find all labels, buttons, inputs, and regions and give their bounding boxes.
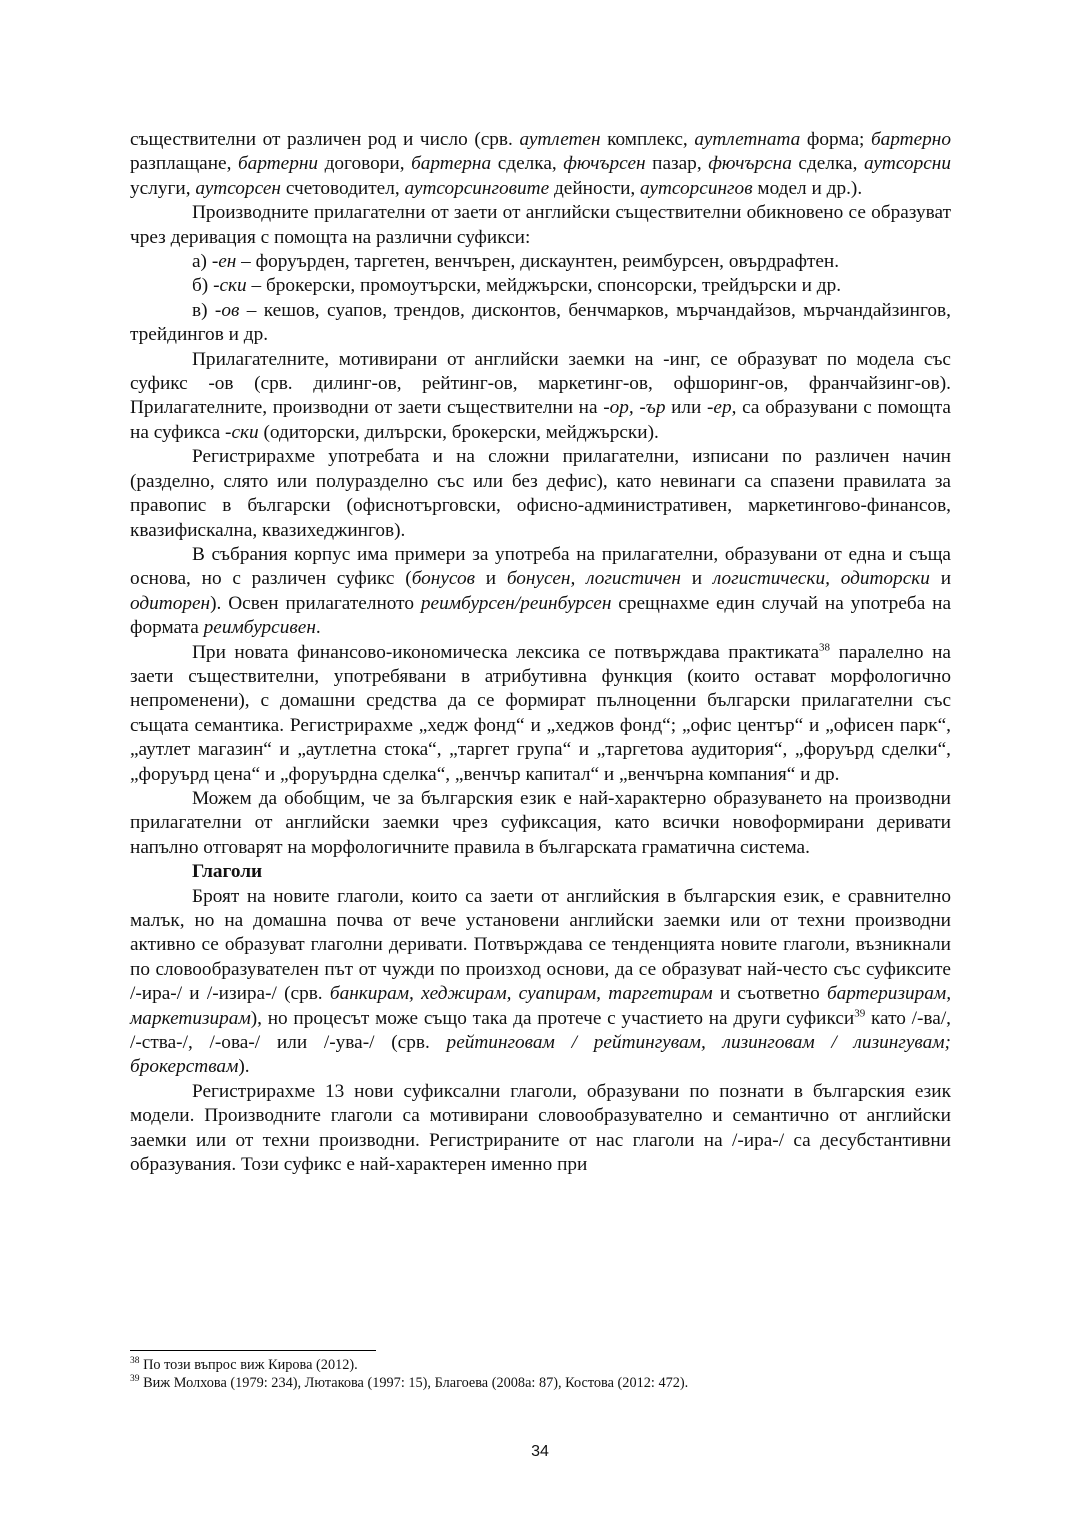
suffix-item-b — [130, 274, 951, 298]
footnote-number: 39 — [130, 1374, 140, 1385]
italic-term: бартерно — [870, 129, 951, 150]
italic-term: аутсорсни — [863, 153, 951, 175]
text-span: счетоводител, — [281, 177, 405, 199]
item-marker: б) — [192, 275, 214, 297]
text-span: комплекс, — [600, 129, 695, 150]
italic-term: -ер — [707, 397, 732, 419]
footnote-ref-38[interactable]: 38 — [819, 641, 831, 654]
text-span: сделка, — [491, 153, 564, 175]
suffix-item-c — [130, 299, 951, 348]
text-span: срещнахме един случай на употреба на формата — [130, 592, 951, 639]
text-span: и — [929, 568, 952, 590]
italic-term: бартерни — [237, 153, 319, 175]
item-marker: в) — [192, 299, 215, 321]
text-span: дейности, — [549, 177, 641, 199]
paragraph-7: Можем да обобщим, че за българския език е най-характерно образуването на производни прилагателни от английски заемки чрез суфиксация, като всички новоформирани деривати напълно отговарят на морфологичните правила в българската граматична система. — [130, 787, 951, 858]
text-span: ), но процесът може също така да протече с участието на други суфикси — [250, 1007, 855, 1029]
text-span: разплащане, — [130, 153, 238, 175]
italic-term: рейтинговам / рейтингувам, лизинговам / лизингувам; брокерствам — [130, 1032, 951, 1078]
paragraph-4: Регистрирахме употребата и на сложни прилагателни, изписани по различен начин (разделно, слято или полуразделно със или без дефис), като невинаги са спазени правилата за правопис в български (офиснотърговски, офисно-административен, маркетингово-финансов, квазифискална, квазихеджингов). — [130, 446, 951, 541]
italic-term: банкирам, хеджирам, суапирам — [329, 983, 597, 1005]
italic-suffix: -ен — [211, 251, 237, 273]
text-span: , са образувани с помощта на суфикса — [130, 397, 951, 443]
text-span: съществителни от различен род и число (срв. — [130, 129, 520, 150]
italic-term: аутсорсингов — [640, 177, 753, 199]
item-text: – форуърден, таргетен, венчърен, дискаунтен, реимбурсен, овърдрафтен. — [236, 251, 840, 273]
item-marker: а) — [192, 251, 212, 273]
text-span: модел и др.). — [752, 177, 863, 199]
item-text: – кешов, суапов, трендов, дисконтов, бенчмарков, мърчандайзов, мърчандайзингов, трейдингов и др. — [130, 299, 951, 346]
italic-term: бартеризирам, маркетизирам — [130, 983, 952, 1029]
section-heading-verbs: Глаголи — [192, 861, 263, 883]
text-span: форма; — [800, 129, 871, 150]
footnotes — [130, 1350, 951, 1392]
footnote-text: По този въпрос виж Кирова (2012). — [139, 1357, 358, 1373]
text-span: и — [474, 568, 507, 590]
text-span: и — [680, 568, 713, 590]
text-span: ). — [238, 1056, 250, 1078]
text-span: или — [665, 397, 708, 419]
suffix-item-a — [130, 250, 951, 274]
italic-term: бартерна — [411, 153, 492, 175]
paragraph-9: Регистрирахме 13 нови суфиксални глаголи, образувани по познати в българския език модели. Производните глаголи са мотивирани словообразувателно и семантично от английски заемки или от техни производни. Регистрираните от нас глаголи на /-ира-/ са десубстантивни образувания. Този суфикс е най-характерен именно при — [130, 1080, 951, 1176]
italic-term: таргетирам — [608, 983, 713, 1005]
text-span: При новата финансово-икономическа лексика се потвърждава практиката — [192, 641, 820, 663]
paragraph-6 — [130, 641, 951, 787]
text-span: пазар, — [645, 153, 709, 175]
paragraph-8 — [130, 885, 951, 1080]
footnote-38 — [130, 1356, 951, 1374]
text-span: Прилагателните, мотивирани от английски заемки на -инг, се образуват по модела със суфикс -ов (срв. дилинг-ов, рейтинг-ов, маркетинг-ов, офшоринг-ов, франчайзинг-ов). Прилагателните, производни от заети съществителни на — [130, 348, 951, 419]
italic-term: логистически, одиторски — [712, 568, 930, 590]
italic-term: фючърсен — [563, 153, 646, 175]
text-span: Броят на новите глаголи, които са заети от английския в българския език, е сравнително малък, но на домашна почва от вече установени английски заемки или от техни производни активно се образуват глаголни деривати. Потвърждава се тенденцията новите глаголи, възникнали по словообразувателен път от чужди по произход основи, да се образуват най-често със суфиксите /-ира-/ и /-изира-/ (срв. — [130, 885, 951, 1005]
paragraph-5 — [130, 543, 951, 641]
italic-term: -ски — [225, 421, 259, 443]
text-span: паралелно на заети съществителни, употребявани в атрибутивна функция (които остават морфологично непроменени), с домашни средства да се формират пълноценни български прилагателни със същата семантика. Регистрирахме „хедж фонд“ и „хеджов фонд“; „офис център“ и „офисен парк“, „аутлет магазин“ и „аутлетна стока“, „таргет група“ и „таргетова аудитория“, „форуърд сделки“, „форуърд цена“ и „форуърдна сделка“, „венчър капитал“ и „венчърна компания“ и др. — [130, 641, 951, 785]
paragraph-3 — [130, 348, 951, 446]
footnote-number: 38 — [130, 1356, 140, 1367]
italic-term: фючърсна — [708, 153, 792, 175]
text-span: (одиторски, дилърски, брокерски, мейджърски). — [258, 421, 659, 443]
item-text: – брокерски, промоутърски, мейджърски, спонсорски, трейдърски и др. — [246, 275, 842, 297]
italic-suffix: -ски — [213, 275, 247, 297]
italic-term: бонусов — [411, 568, 475, 590]
italic-term: реимбурсен/реинбурсен — [420, 592, 612, 614]
text-span: услуги, — [130, 177, 196, 199]
text-span: , — [596, 983, 609, 1005]
body-text — [130, 128, 951, 1177]
text-span: договори, — [318, 153, 412, 175]
page-number: 34 — [531, 1443, 549, 1460]
text-span: ). Освен прилагателното — [210, 592, 421, 614]
footnote-39 — [130, 1374, 951, 1392]
italic-term: одиторен — [130, 592, 211, 614]
italic-term: аутсорсен — [195, 177, 281, 199]
footnote-divider — [130, 1350, 376, 1351]
footnote-text: Виж Молхова (1979: 234), Лютакова (1997: 15), Благоева (2008а: 87), Костова (2012: 472). — [139, 1375, 689, 1391]
text-span: като /-ва/, /-ства-/, /-ова-/ или /-ува-/ (срв. — [130, 1007, 951, 1054]
text-span: В събрания корпус има примери за употреба на прилагателни, образувани от една и съща основа, но с различен суфикс ( — [130, 543, 951, 590]
italic-term: -ор, -ър — [603, 397, 666, 419]
italic-term: бонусен, логистичен — [506, 568, 681, 590]
italic-suffix: -ов — [214, 299, 240, 321]
italic-term: аутсорсинговите — [404, 177, 550, 199]
footnote-ref-39[interactable]: 39 — [854, 1007, 866, 1020]
text-span: . — [315, 617, 321, 639]
text-span: сделка, — [791, 153, 864, 175]
paragraph-1 — [130, 128, 951, 201]
paragraph-2: Производните прилагателни от заети от английски съществителни обикновено се образуват чрез деривация с помощта на различни суфикси: — [130, 202, 951, 248]
italic-term: аутлетен — [519, 129, 601, 150]
italic-term: аутлетната — [694, 129, 801, 150]
text-span: и съответно — [712, 983, 827, 1005]
italic-term: реимбурсивен — [203, 617, 316, 639]
